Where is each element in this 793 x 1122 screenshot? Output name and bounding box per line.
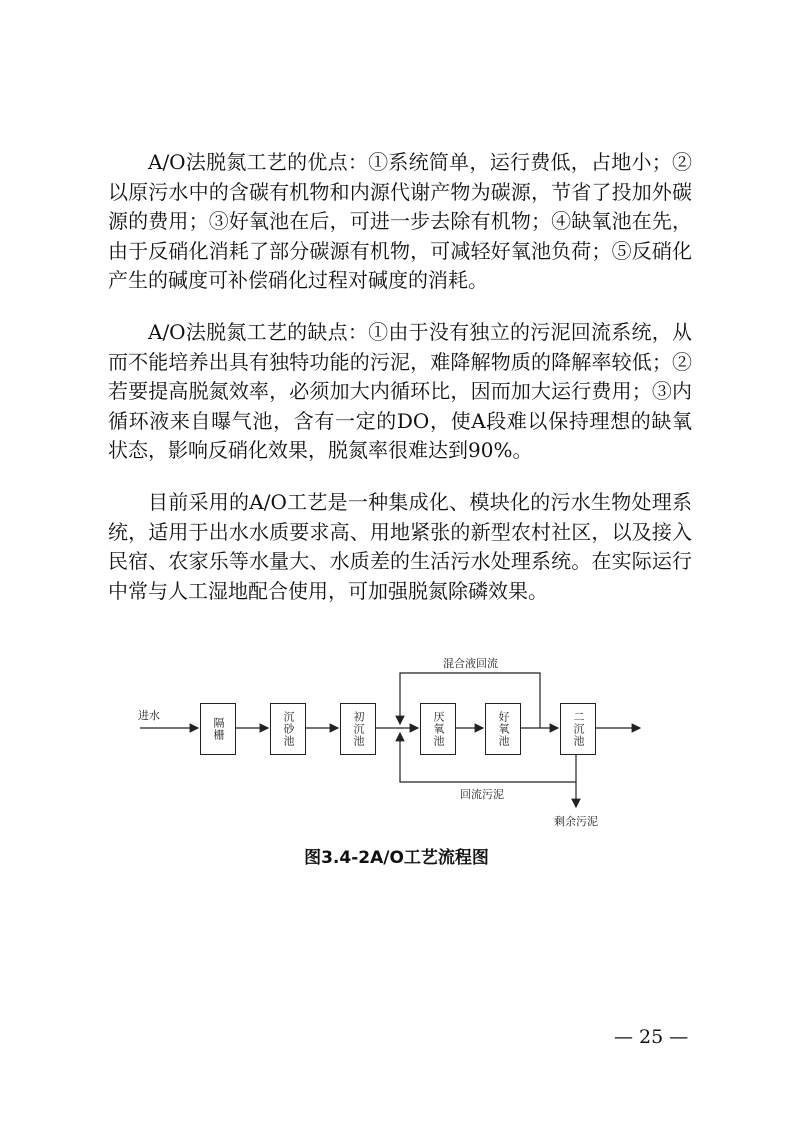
application-paragraph: 目前采用的A/O工艺是一种集成化、模块化的污水生物处理系统，适用于出水水质要求高、用地紧张的新型农村社区，以及接入民宿、农家乐等水量大、水质差的生活污水处理系统。在实际运行中常与人工湿地配合使用，可加强脱氮除磷效果。: [108, 490, 692, 603]
primary-clarifier-box: 初沉池: [340, 703, 376, 755]
inlet-label: 进水: [138, 709, 160, 722]
ao-process-flow-diagram: [130, 645, 650, 830]
advantages-paragraph: A/O法脱氮工艺的优点：①系统简单，运行费低，占地小；②以原污水中的含碳有机物和内源代谢产物为碳源，节省了投加外碳源的费用；③好氧池在后，可进一步去除有机物；④缺氧池在先，由于反硝化消耗了部分碳源有机物，可减轻好氧池负荷；⑤反硝化产生的碱度可补偿硝化过程对碱度的消耗。: [108, 150, 692, 293]
sludge-return-label: 回流污泥: [460, 788, 504, 801]
disadvantages-paragraph: A/O法脱氮工艺的缺点：①由于没有独立的污泥回流系统，从而不能培养出具有独特功能的污泥，难降解物质的降解率较低；②若要提高脱氮效率，必须加大内循环比，因而加大运行费用；③内循环液来自曝气池，含有一定的DO，使A段难以保持理想的缺氧状态，影响反硝化效果，脱氮率很难达到90%。: [108, 320, 692, 463]
screen-box: 隔栅: [200, 703, 236, 755]
grit-chamber-box: 沉砂池: [270, 703, 306, 755]
page-number: — 25 —: [614, 1026, 689, 1048]
excess-sludge-label: 剩余污泥: [554, 815, 598, 828]
mixed-liquor-return-label: 混合液回流: [443, 657, 498, 670]
figure-caption: 图3.4-2A/O工艺流程图: [304, 848, 489, 868]
aerobic-tank-box: 好氧池: [485, 703, 521, 755]
secondary-clarifier-box: 二沉池: [560, 703, 596, 755]
anoxic-tank-box: 厌氧池: [420, 703, 456, 755]
